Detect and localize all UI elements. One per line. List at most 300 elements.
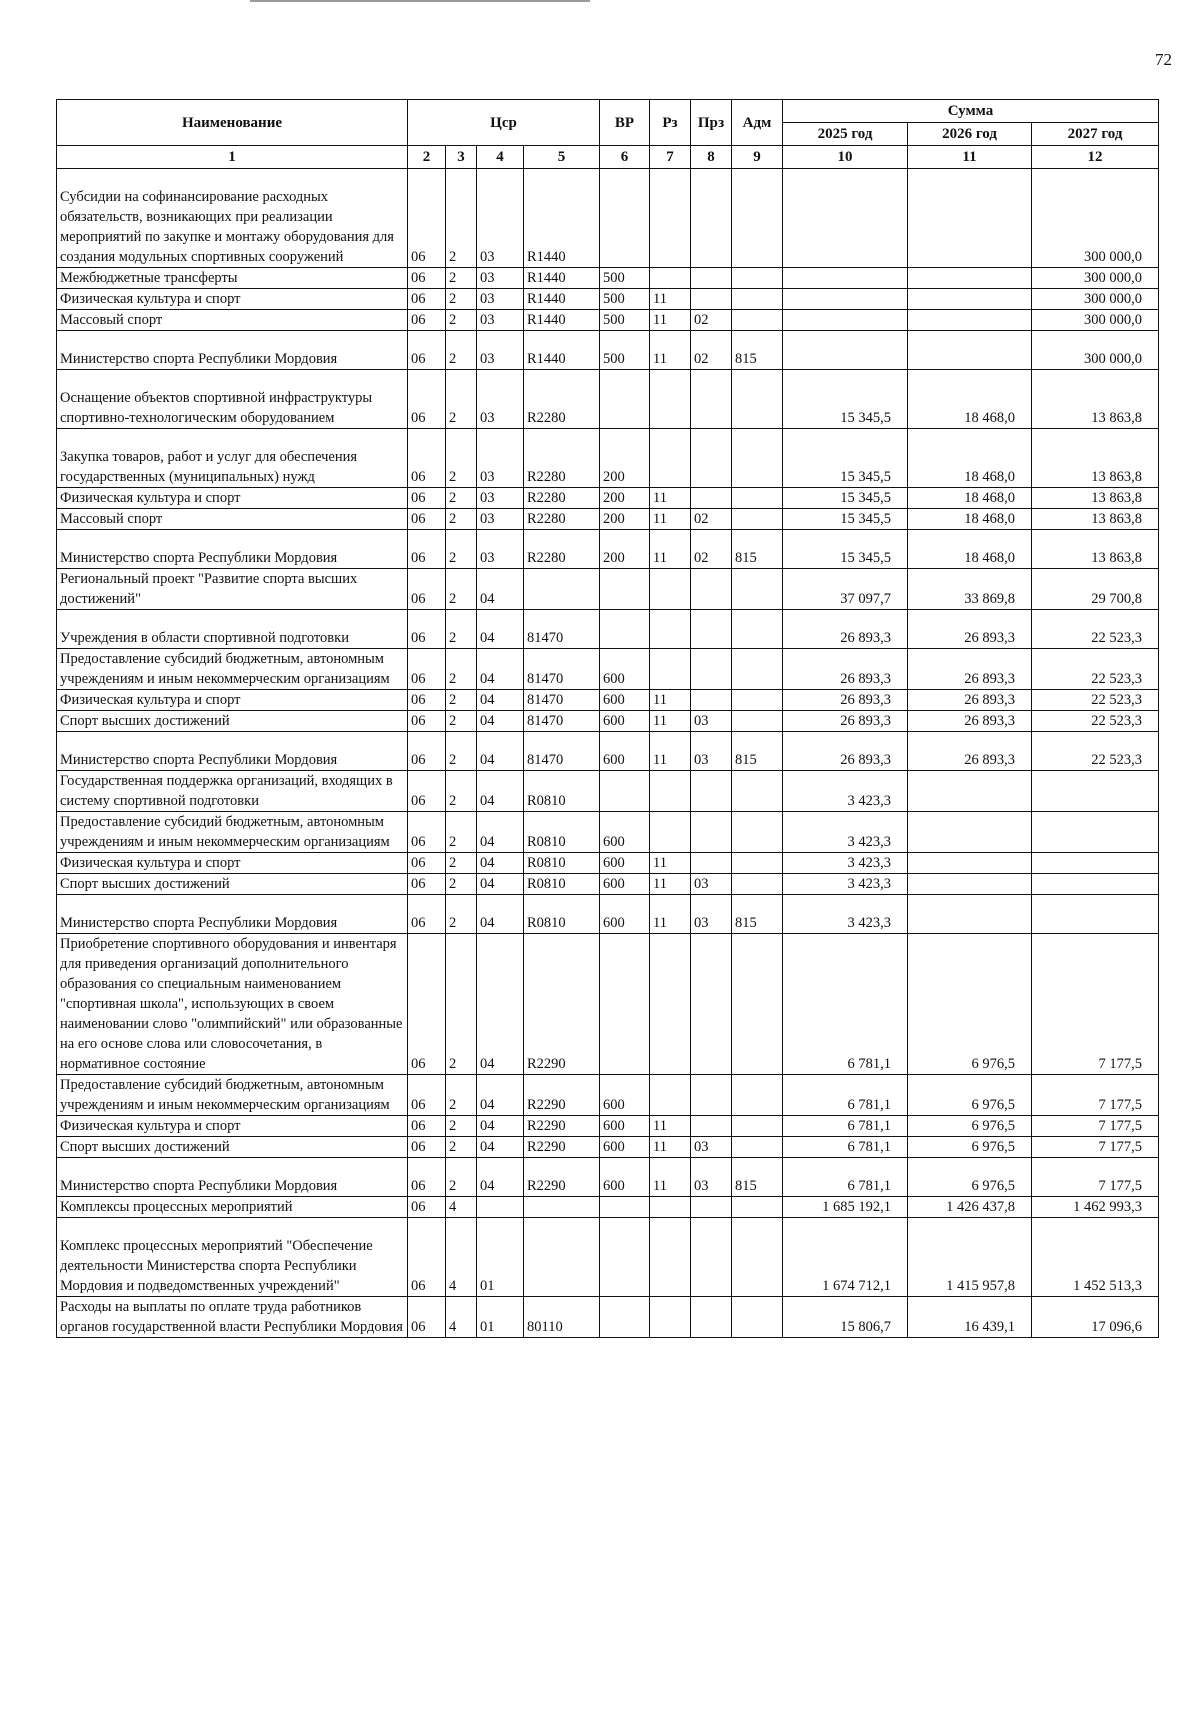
cell-sum-2025: 3 423,3 [783,812,908,853]
cell-sum-2026: 6 976,5 [908,1075,1032,1116]
cell-rz [650,1197,691,1218]
cell-csr-type: 2 [446,289,477,310]
cell-name: Министерство спорта Республики Мордовия [57,331,408,370]
cell-csr-direction: R2290 [524,1075,600,1116]
cell-sum-2027: 300 000,0 [1032,331,1159,370]
colnum-4: 4 [477,146,524,169]
cell-sum-2027: 22 523,3 [1032,649,1159,690]
cell-csr-structure: 04 [477,853,524,874]
cell-sum-2027: 300 000,0 [1032,310,1159,331]
cell-csr-type: 2 [446,895,477,934]
cell-rz: 11 [650,509,691,530]
table-row [57,569,1159,610]
cell-sum-2025: 3 423,3 [783,853,908,874]
cell-rz: 11 [650,690,691,711]
cell-adm: 815 [732,1158,783,1197]
cell-sum-2027 [1032,895,1159,934]
table-row [57,268,1159,289]
cell-prz: 03 [691,895,732,934]
table-header [57,100,1159,169]
cell-csr-type: 2 [446,1116,477,1137]
cell-rz [650,1297,691,1338]
cell-adm [732,934,783,1075]
cell-csr-structure: 04 [477,649,524,690]
cell-sum-2027 [1032,812,1159,853]
cell-csr-direction: R2280 [524,509,600,530]
cell-sum-2027: 22 523,3 [1032,711,1159,732]
cell-sum-2027: 300 000,0 [1032,289,1159,310]
cell-vr: 600 [600,874,650,895]
cell-rz [650,1075,691,1116]
cell-csr-direction: R0810 [524,853,600,874]
cell-csr-direction: 81470 [524,610,600,649]
cell-csr-type: 2 [446,649,477,690]
cell-rz [650,370,691,429]
cell-vr: 600 [600,853,650,874]
cell-vr: 600 [600,1075,650,1116]
cell-vr [600,610,650,649]
cell-prz [691,610,732,649]
budget-table [56,99,1159,1338]
cell-csr-type: 2 [446,509,477,530]
cell-csr-program: 06 [408,1075,446,1116]
cell-sum-2027: 7 177,5 [1032,1137,1159,1158]
cell-csr-type: 2 [446,1158,477,1197]
cell-prz: 03 [691,1158,732,1197]
cell-sum-2025: 6 781,1 [783,934,908,1075]
cell-csr-program: 06 [408,874,446,895]
cell-name: Физическая культура и спорт [57,853,408,874]
cell-vr: 600 [600,812,650,853]
cell-csr-direction: R0810 [524,895,600,934]
cell-sum-2025 [783,289,908,310]
colnum-9: 9 [732,146,783,169]
cell-sum-2026: 26 893,3 [908,690,1032,711]
cell-csr-direction [524,1197,600,1218]
cell-sum-2025 [783,310,908,331]
cell-csr-type: 2 [446,429,477,488]
cell-csr-direction: R1440 [524,289,600,310]
cell-vr: 600 [600,711,650,732]
cell-csr-program: 06 [408,1158,446,1197]
cell-sum-2027: 13 863,8 [1032,429,1159,488]
cell-prz [691,1075,732,1116]
cell-csr-type: 2 [446,812,477,853]
colnum-12: 12 [1032,146,1159,169]
cell-adm [732,289,783,310]
cell-sum-2026: 18 468,0 [908,509,1032,530]
table-row [57,370,1159,429]
table-body [57,169,1159,1338]
cell-csr-program: 06 [408,649,446,690]
cell-vr: 500 [600,310,650,331]
cell-sum-2027: 13 863,8 [1032,488,1159,509]
cell-adm [732,853,783,874]
cell-rz [650,812,691,853]
cell-csr-program: 06 [408,1137,446,1158]
cell-name: Министерство спорта Республики Мордовия [57,895,408,934]
cell-sum-2026 [908,771,1032,812]
cell-csr-program: 06 [408,370,446,429]
cell-prz [691,289,732,310]
cell-csr-direction: R1440 [524,310,600,331]
cell-vr: 200 [600,530,650,569]
budget-table-wrap [56,99,1159,1338]
cell-sum-2027: 22 523,3 [1032,732,1159,771]
cell-vr: 600 [600,690,650,711]
cell-name: Министерство спорта Республики Мордовия [57,530,408,569]
cell-csr-structure: 04 [477,732,524,771]
cell-sum-2027: 1 462 993,3 [1032,1197,1159,1218]
cell-csr-structure: 03 [477,310,524,331]
cell-csr-direction [524,1218,600,1297]
cell-adm [732,690,783,711]
cell-sum-2026: 6 976,5 [908,1137,1032,1158]
cell-csr-direction: 81470 [524,732,600,771]
cell-rz [650,569,691,610]
cell-rz [650,934,691,1075]
cell-rz: 11 [650,289,691,310]
cell-csr-program: 06 [408,1197,446,1218]
cell-rz: 11 [650,874,691,895]
cell-prz [691,812,732,853]
cell-sum-2025: 6 781,1 [783,1075,908,1116]
cell-sum-2027: 7 177,5 [1032,1158,1159,1197]
cell-csr-type: 2 [446,569,477,610]
cell-sum-2026 [908,268,1032,289]
cell-rz: 11 [650,1116,691,1137]
cell-sum-2026: 6 976,5 [908,1116,1032,1137]
table-row [57,732,1159,771]
cell-csr-type: 2 [446,488,477,509]
table-row [57,771,1159,812]
cell-rz: 11 [650,1137,691,1158]
cell-csr-direction: R2290 [524,1137,600,1158]
cell-sum-2025: 6 781,1 [783,1158,908,1197]
cell-sum-2025: 15 806,7 [783,1297,908,1338]
cell-csr-program: 06 [408,310,446,331]
cell-csr-type: 2 [446,331,477,370]
cell-csr-program: 06 [408,169,446,268]
cell-name: Массовый спорт [57,310,408,331]
header-year-2027: 2027 год [1032,123,1159,146]
cell-name: Министерство спорта Республики Мордовия [57,732,408,771]
cell-prz: 02 [691,530,732,569]
cell-csr-type: 2 [446,530,477,569]
cell-csr-program: 06 [408,853,446,874]
cell-rz: 11 [650,853,691,874]
cell-csr-structure: 03 [477,530,524,569]
cell-sum-2027: 17 096,6 [1032,1297,1159,1338]
cell-sum-2025: 15 345,5 [783,509,908,530]
cell-sum-2026 [908,289,1032,310]
cell-adm [732,1197,783,1218]
cell-prz [691,853,732,874]
cell-csr-structure: 04 [477,934,524,1075]
cell-sum-2025: 15 345,5 [783,530,908,569]
cell-csr-structure: 04 [477,1116,524,1137]
cell-prz: 02 [691,310,732,331]
cell-prz [691,370,732,429]
cell-adm: 815 [732,331,783,370]
cell-csr-direction: R0810 [524,874,600,895]
cell-csr-program: 06 [408,530,446,569]
cell-prz: 03 [691,732,732,771]
cell-csr-structure: 03 [477,370,524,429]
header-sum: Сумма [783,100,1159,123]
cell-name: Спорт высших достижений [57,1137,408,1158]
cell-rz [650,649,691,690]
cell-vr: 600 [600,1137,650,1158]
cell-vr [600,1197,650,1218]
colnum-2: 2 [408,146,446,169]
cell-name: Спорт высших достижений [57,711,408,732]
header-prz: Прз [691,100,732,146]
cell-adm: 815 [732,732,783,771]
cell-vr [600,1218,650,1297]
table-row [57,429,1159,488]
header-adm: Адм [732,100,783,146]
cell-sum-2025 [783,268,908,289]
cell-csr-direction: R1440 [524,169,600,268]
cell-name: Министерство спорта Республики Мордовия [57,1158,408,1197]
cell-vr: 500 [600,331,650,370]
cell-adm [732,812,783,853]
cell-csr-program: 06 [408,429,446,488]
table-row [57,488,1159,509]
cell-sum-2027: 7 177,5 [1032,1116,1159,1137]
cell-csr-structure: 03 [477,169,524,268]
cell-csr-direction: 81470 [524,690,600,711]
cell-csr-structure: 04 [477,1075,524,1116]
cell-sum-2025 [783,169,908,268]
cell-sum-2026: 6 976,5 [908,1158,1032,1197]
cell-sum-2025: 1 674 712,1 [783,1218,908,1297]
cell-prz [691,771,732,812]
cell-adm [732,169,783,268]
cell-csr-direction: R2290 [524,1158,600,1197]
cell-sum-2026 [908,895,1032,934]
cell-adm [732,1297,783,1338]
cell-vr [600,934,650,1075]
cell-sum-2026: 18 468,0 [908,530,1032,569]
cell-sum-2027: 22 523,3 [1032,690,1159,711]
cell-rz [650,429,691,488]
cell-sum-2025: 26 893,3 [783,732,908,771]
cell-csr-type: 2 [446,370,477,429]
table-row [57,169,1159,268]
cell-name: Приобретение спортивного оборудования и инвентаря для приведения организаций дополнительного образования со специальным наименованием "спортивная школа", использующих в своем наименовании слово "олимпийский" или образованные на его основе слова или словосочетания, в нормативное состояние [57,934,408,1075]
cell-name: Государственная поддержка организаций, входящих в систему спортивной подготовки [57,771,408,812]
cell-adm [732,1218,783,1297]
cell-sum-2025: 26 893,3 [783,711,908,732]
cell-csr-program: 06 [408,610,446,649]
cell-sum-2027: 29 700,8 [1032,569,1159,610]
cell-sum-2025: 3 423,3 [783,771,908,812]
cell-rz [650,268,691,289]
cell-vr [600,1297,650,1338]
cell-csr-type: 2 [446,874,477,895]
cell-csr-program: 06 [408,711,446,732]
cell-csr-structure: 03 [477,488,524,509]
table-row [57,331,1159,370]
cell-csr-direction: 81470 [524,711,600,732]
cell-sum-2025 [783,331,908,370]
header-year-2026: 2026 год [908,123,1032,146]
cell-name: Предоставление субсидий бюджетным, автономным учреждениям и иным некоммерческим организациям [57,649,408,690]
cell-adm [732,509,783,530]
cell-sum-2026 [908,310,1032,331]
cell-sum-2026: 26 893,3 [908,649,1032,690]
cell-rz: 11 [650,895,691,934]
cell-csr-program: 06 [408,934,446,1075]
cell-vr [600,569,650,610]
cell-prz [691,169,732,268]
cell-csr-type: 2 [446,934,477,1075]
table-row [57,1137,1159,1158]
cell-csr-program: 06 [408,732,446,771]
cell-csr-program: 06 [408,1297,446,1338]
cell-csr-direction: R2290 [524,1116,600,1137]
cell-rz [650,169,691,268]
cell-sum-2026 [908,812,1032,853]
cell-name: Региональный проект "Развитие спорта высших достижений" [57,569,408,610]
cell-sum-2026: 16 439,1 [908,1297,1032,1338]
table-row [57,310,1159,331]
cell-csr-structure [477,1197,524,1218]
cell-sum-2026 [908,874,1032,895]
table-row [57,690,1159,711]
cell-csr-type: 2 [446,268,477,289]
cell-sum-2026: 18 468,0 [908,488,1032,509]
cell-csr-program: 06 [408,509,446,530]
cell-prz: 03 [691,711,732,732]
cell-csr-type: 2 [446,1137,477,1158]
table-row [57,1218,1159,1297]
cell-sum-2025: 15 345,5 [783,370,908,429]
cell-prz [691,1116,732,1137]
cell-csr-program: 06 [408,289,446,310]
cell-vr: 600 [600,1158,650,1197]
cell-name: Предоставление субсидий бюджетным, автономным учреждениям и иным некоммерческим организациям [57,1075,408,1116]
cell-sum-2025: 1 685 192,1 [783,1197,908,1218]
cell-csr-direction: R2280 [524,530,600,569]
cell-prz [691,649,732,690]
cell-adm: 815 [732,895,783,934]
cell-vr: 600 [600,732,650,771]
table-row [57,530,1159,569]
cell-sum-2027: 13 863,8 [1032,370,1159,429]
cell-name: Физическая культура и спорт [57,488,408,509]
cell-sum-2026: 1 426 437,8 [908,1197,1032,1218]
cell-rz: 11 [650,331,691,370]
cell-csr-program: 06 [408,771,446,812]
cell-prz: 03 [691,874,732,895]
scan-top-edge [250,0,590,2]
cell-sum-2025: 3 423,3 [783,895,908,934]
cell-rz [650,610,691,649]
cell-csr-type: 4 [446,1218,477,1297]
cell-csr-structure: 01 [477,1297,524,1338]
cell-csr-program: 06 [408,895,446,934]
cell-vr: 500 [600,268,650,289]
cell-csr-structure: 04 [477,1137,524,1158]
table-row [57,1075,1159,1116]
cell-sum-2026: 26 893,3 [908,711,1032,732]
table-row [57,610,1159,649]
cell-rz: 11 [650,711,691,732]
cell-csr-structure: 04 [477,812,524,853]
colnum-8: 8 [691,146,732,169]
table-row [57,509,1159,530]
cell-csr-type: 2 [446,690,477,711]
table-row [57,853,1159,874]
page-number: 72 [1155,50,1172,69]
cell-csr-structure: 04 [477,895,524,934]
cell-csr-structure: 03 [477,268,524,289]
cell-vr [600,169,650,268]
cell-sum-2027: 1 452 513,3 [1032,1218,1159,1297]
cell-name: Учреждения в области спортивной подготовки [57,610,408,649]
cell-csr-direction: R2280 [524,429,600,488]
table-row [57,812,1159,853]
cell-adm [732,488,783,509]
table-row [57,934,1159,1075]
cell-csr-structure: 03 [477,289,524,310]
cell-adm [732,429,783,488]
cell-csr-structure: 01 [477,1218,524,1297]
cell-sum-2027: 7 177,5 [1032,1075,1159,1116]
cell-name: Оснащение объектов спортивной инфраструктуры спортивно-технологическим оборудованием [57,370,408,429]
colnum-7: 7 [650,146,691,169]
cell-csr-program: 06 [408,488,446,509]
header-vr: ВР [600,100,650,146]
cell-csr-type: 2 [446,169,477,268]
cell-name: Комплексы процессных мероприятий [57,1197,408,1218]
cell-csr-type: 2 [446,610,477,649]
table-row [57,1197,1159,1218]
cell-csr-type: 2 [446,771,477,812]
cell-adm [732,874,783,895]
cell-sum-2027: 7 177,5 [1032,934,1159,1075]
cell-prz [691,934,732,1075]
cell-prz [691,429,732,488]
cell-sum-2025: 15 345,5 [783,488,908,509]
cell-csr-direction: R2280 [524,488,600,509]
cell-sum-2025: 15 345,5 [783,429,908,488]
cell-prz [691,690,732,711]
cell-vr: 200 [600,509,650,530]
cell-sum-2025: 6 781,1 [783,1116,908,1137]
cell-name: Массовый спорт [57,509,408,530]
cell-sum-2025: 37 097,7 [783,569,908,610]
cell-csr-type: 2 [446,310,477,331]
table-row [57,649,1159,690]
cell-csr-type: 2 [446,711,477,732]
colnum-11: 11 [908,146,1032,169]
cell-sum-2026: 18 468,0 [908,429,1032,488]
cell-sum-2025: 6 781,1 [783,1137,908,1158]
cell-sum-2026: 6 976,5 [908,934,1032,1075]
cell-sum-2027: 300 000,0 [1032,268,1159,289]
cell-csr-structure: 03 [477,331,524,370]
cell-adm [732,610,783,649]
cell-rz [650,1218,691,1297]
cell-name: Физическая культура и спорт [57,690,408,711]
header-name: Наименование [57,100,408,146]
cell-adm [732,1075,783,1116]
cell-csr-direction [524,569,600,610]
